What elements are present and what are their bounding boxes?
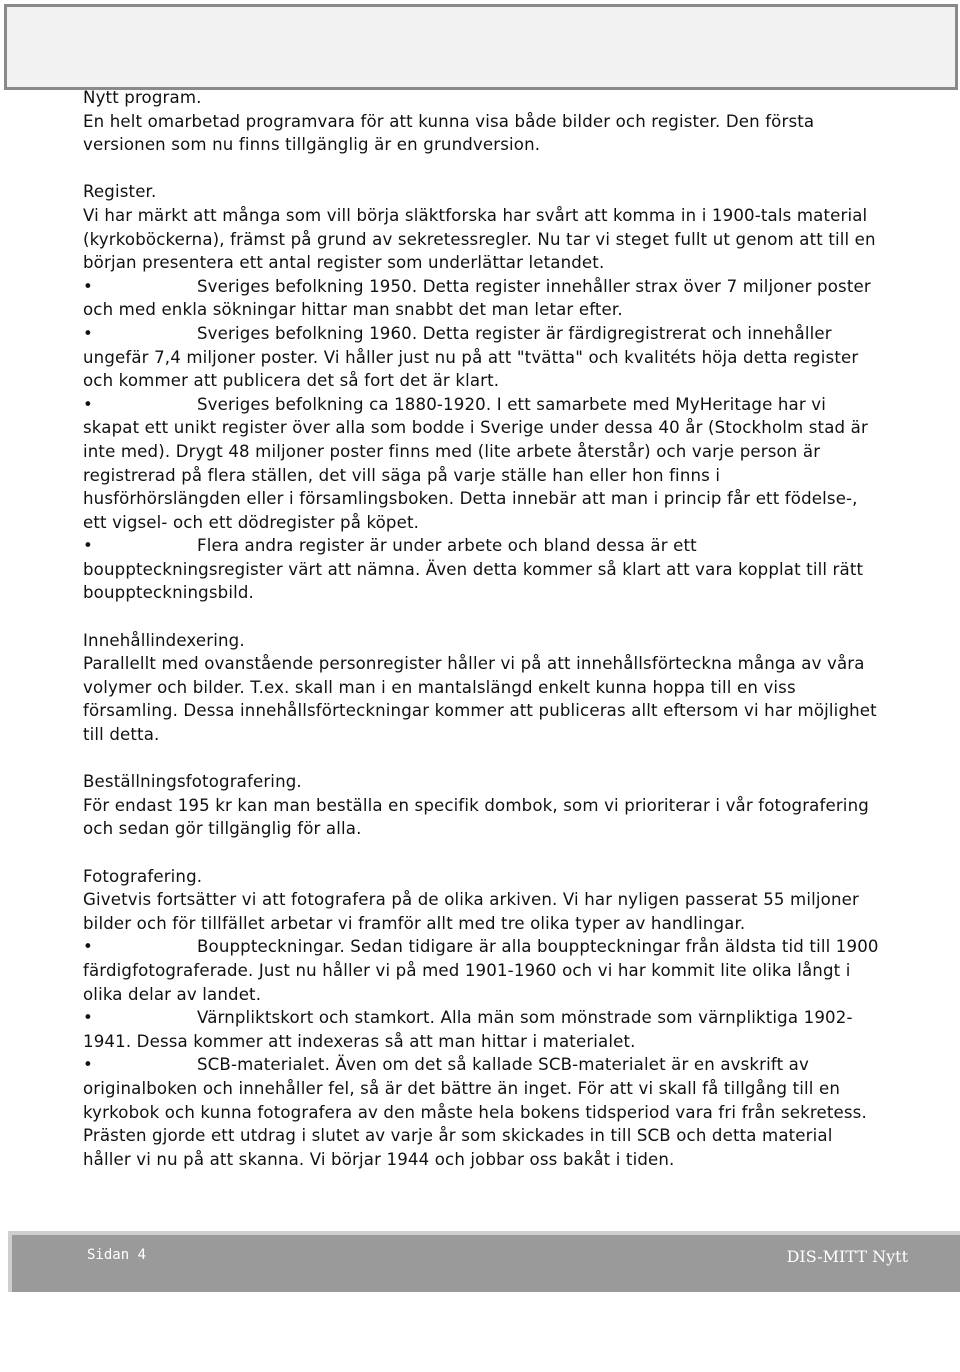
section-nytt-program bbox=[83, 86, 883, 157]
paragraph: För endast 195 kr kan man beställa en specifik dombok, som vi prioriterar i vår fotografering och sedan gör tillgänglig för alla. bbox=[83, 795, 869, 839]
list-item: • SCB-materialet. Även om det så kallade SCB-materialet är en avskrift av originalboken och innehåller fel, så är det bättre än inget. För att vi skall få tillgång till en kyrkobok och kunna fotografera av den måste hela bokens tidsperiod vara fri från sekretess. Prästen gjorde ett utdrag i slutet av varje år som skickades in till SCB och detta material håller vi nu på att skanna. Vi börjar 1944 och jobbar oss bakåt i tiden. bbox=[83, 1055, 867, 1169]
list-item: • Värnpliktskort och stamkort. Alla män som mönstrade som värnpliktiga 1902-1941. Dessa kommer att indexeras så att man hittar i materialet. bbox=[83, 1008, 853, 1051]
bullet-icon: • bbox=[83, 1055, 93, 1075]
section-innehallindexering bbox=[83, 629, 883, 747]
paragraph: En helt omarbetad programvara för att kunna visa både bilder och register. Den första versionen som nu finns tillgänglig är en grundversion. bbox=[83, 111, 815, 155]
page-number: Sidan 4 bbox=[87, 1247, 147, 1263]
list-item: • Sveriges befolkning ca 1880-1920. I ett samarbete med MyHeritage har vi skapat ett unikt register över alla som bodde i Sverige under dessa 40 år (Stockholm stad är inte med). Drygt 48 miljoner poster finns med (lite arbete återstår) och varje person är registrerad på flera ställen, det vill säga på varje ställe han eller hon finns i husförhörslängden eller i församlingsboken. Detta innebär att man i princip får ett födelse-, ett vigsel- och ett dödregister på köpet. bbox=[83, 394, 868, 532]
footer-bar bbox=[8, 1231, 960, 1292]
bullet-icon: • bbox=[83, 276, 93, 296]
list-item: • Sveriges befolkning 1960. Detta register är färdigregistrerat och innehåller ungefär 7,4 miljoner poster. Vi håller just nu på att "tvätta" och kvalitéts höja detta register och kommer att publicera det så fort det är klart. bbox=[83, 323, 859, 391]
list-item: • Sveriges befolkning 1950. Detta register innehåller strax över 7 miljoner poster och med enkla sökningar hittar man snabbt det man letar efter. bbox=[83, 276, 871, 320]
bullet-icon: • bbox=[83, 937, 93, 957]
bullet-icon: • bbox=[83, 323, 93, 343]
paragraph: Parallellt med ovanstående personregister håller vi på att innehållsförteckna många av våra volymer och bilder. T.ex. skall man i en mantalslängd enkelt kunna hoppa till en viss församling. Dessa innehållsförteckningar kommer att publiceras allt eftersom vi har möjlighet till detta. bbox=[83, 654, 877, 745]
section-register bbox=[83, 180, 883, 605]
section-heading: Innehållindexering. bbox=[83, 630, 245, 650]
section-heading: Beställningsfotografering. bbox=[83, 772, 302, 792]
publication-name: DIS-MITT Nytt bbox=[786, 1247, 908, 1266]
bullet-icon: • bbox=[83, 536, 93, 556]
list-item: • Bouppteckningar. Sedan tidigare är alla bouppteckningar från äldsta tid till 1900 färdigfotograferade. Just nu håller vi på med 1901-1960 och vi har kommit lite olika långt i olika delar av landet. bbox=[83, 937, 879, 1004]
section-fotografering bbox=[83, 865, 883, 1172]
section-bestallningsfotografering bbox=[83, 770, 883, 841]
paragraph: Givetvis fortsätter vi att fotografera på de olika arkiven. Vi har nyligen passerat 55 miljoner bilder och för tillfället arbetar vi framför allt med tre olika typer av handlingar. bbox=[83, 890, 859, 933]
article-body bbox=[83, 86, 883, 1171]
paragraph: Vi har märkt att många som vill börja släktforska har svårt att komma in i 1900-tals material (kyrkoböckerna), främst på grund av sekretessregler. Nu tar vi steget fullt ut genom att till en början presentera ett antal register som underlättar letandet. bbox=[83, 205, 876, 273]
bullet-icon: • bbox=[83, 1008, 93, 1028]
header-bar bbox=[4, 4, 958, 90]
section-heading: Register. bbox=[83, 182, 157, 202]
section-heading: Fotografering. bbox=[83, 866, 203, 886]
section-heading: Nytt program. bbox=[83, 88, 202, 107]
list-item: • Flera andra register är under arbete och bland dessa är ett bouppteckningsregister värt att nämna. Även detta kommer så klart att vara kopplat till rätt bouppteckningsbild. bbox=[83, 536, 864, 603]
bullet-icon: • bbox=[83, 394, 93, 414]
